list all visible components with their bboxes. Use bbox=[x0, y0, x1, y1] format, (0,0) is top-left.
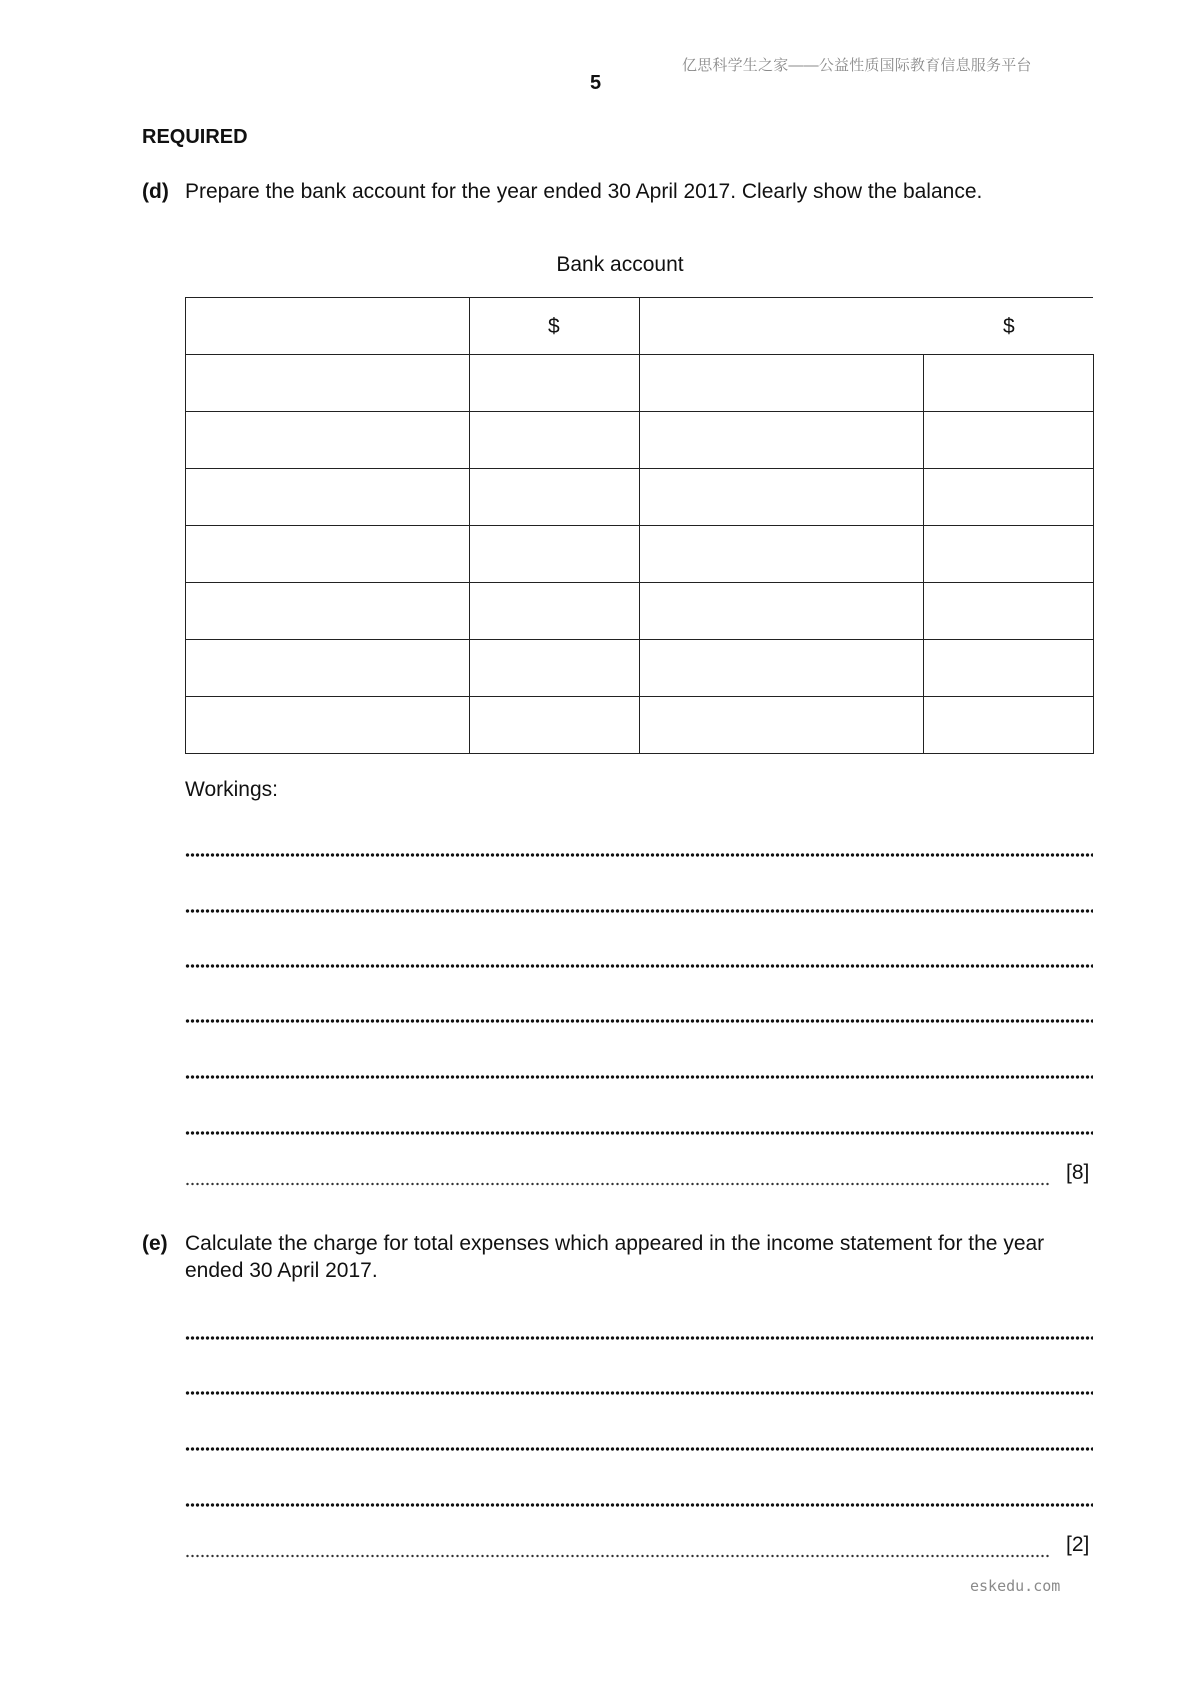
table-column-divider bbox=[469, 297, 470, 754]
question-d-text: Prepare the bank account for the year ended 30 April 2017. Clearly show the balance. bbox=[185, 180, 983, 203]
answer-line[interactable] bbox=[185, 1553, 1051, 1559]
page-number: 5 bbox=[589, 72, 602, 94]
answer-line[interactable] bbox=[185, 1502, 1093, 1508]
answer-line[interactable] bbox=[185, 852, 1093, 858]
table-right-border bbox=[1093, 354, 1094, 754]
answer-line[interactable] bbox=[185, 1446, 1093, 1452]
question-e-label: (e) bbox=[142, 1232, 168, 1255]
answer-line[interactable] bbox=[185, 963, 1093, 969]
question-d-marks: [8] bbox=[1066, 1161, 1090, 1184]
answer-line[interactable] bbox=[185, 1181, 1051, 1187]
table-title: Bank account bbox=[556, 253, 684, 276]
question-e-text: Calculate the charge for total expenses which appeared in the income statement for the year ended 30 April 2017. bbox=[185, 1232, 1045, 1282]
header-watermark: 亿思科学生之家——公益性质国际教育信息服务平台 bbox=[682, 57, 1032, 74]
question-e-marks: [2] bbox=[1066, 1533, 1090, 1556]
debit-amount-header: $ bbox=[548, 315, 560, 338]
question-d-label: (d) bbox=[142, 180, 169, 203]
table-left-border bbox=[185, 297, 186, 754]
workings-label: Workings: bbox=[185, 778, 278, 801]
table-column-divider bbox=[639, 297, 640, 754]
credit-amount-header: $ bbox=[1003, 315, 1015, 338]
section-heading: REQUIRED bbox=[142, 126, 248, 148]
answer-line[interactable] bbox=[185, 1018, 1093, 1024]
answer-line[interactable] bbox=[185, 908, 1093, 914]
answer-line[interactable] bbox=[185, 1130, 1093, 1136]
answer-line[interactable] bbox=[185, 1335, 1093, 1341]
table-column-divider bbox=[923, 354, 924, 754]
answer-line[interactable] bbox=[185, 1390, 1093, 1396]
answer-line[interactable] bbox=[185, 1074, 1093, 1080]
footer-watermark: eskedu.com bbox=[970, 1577, 1061, 1595]
